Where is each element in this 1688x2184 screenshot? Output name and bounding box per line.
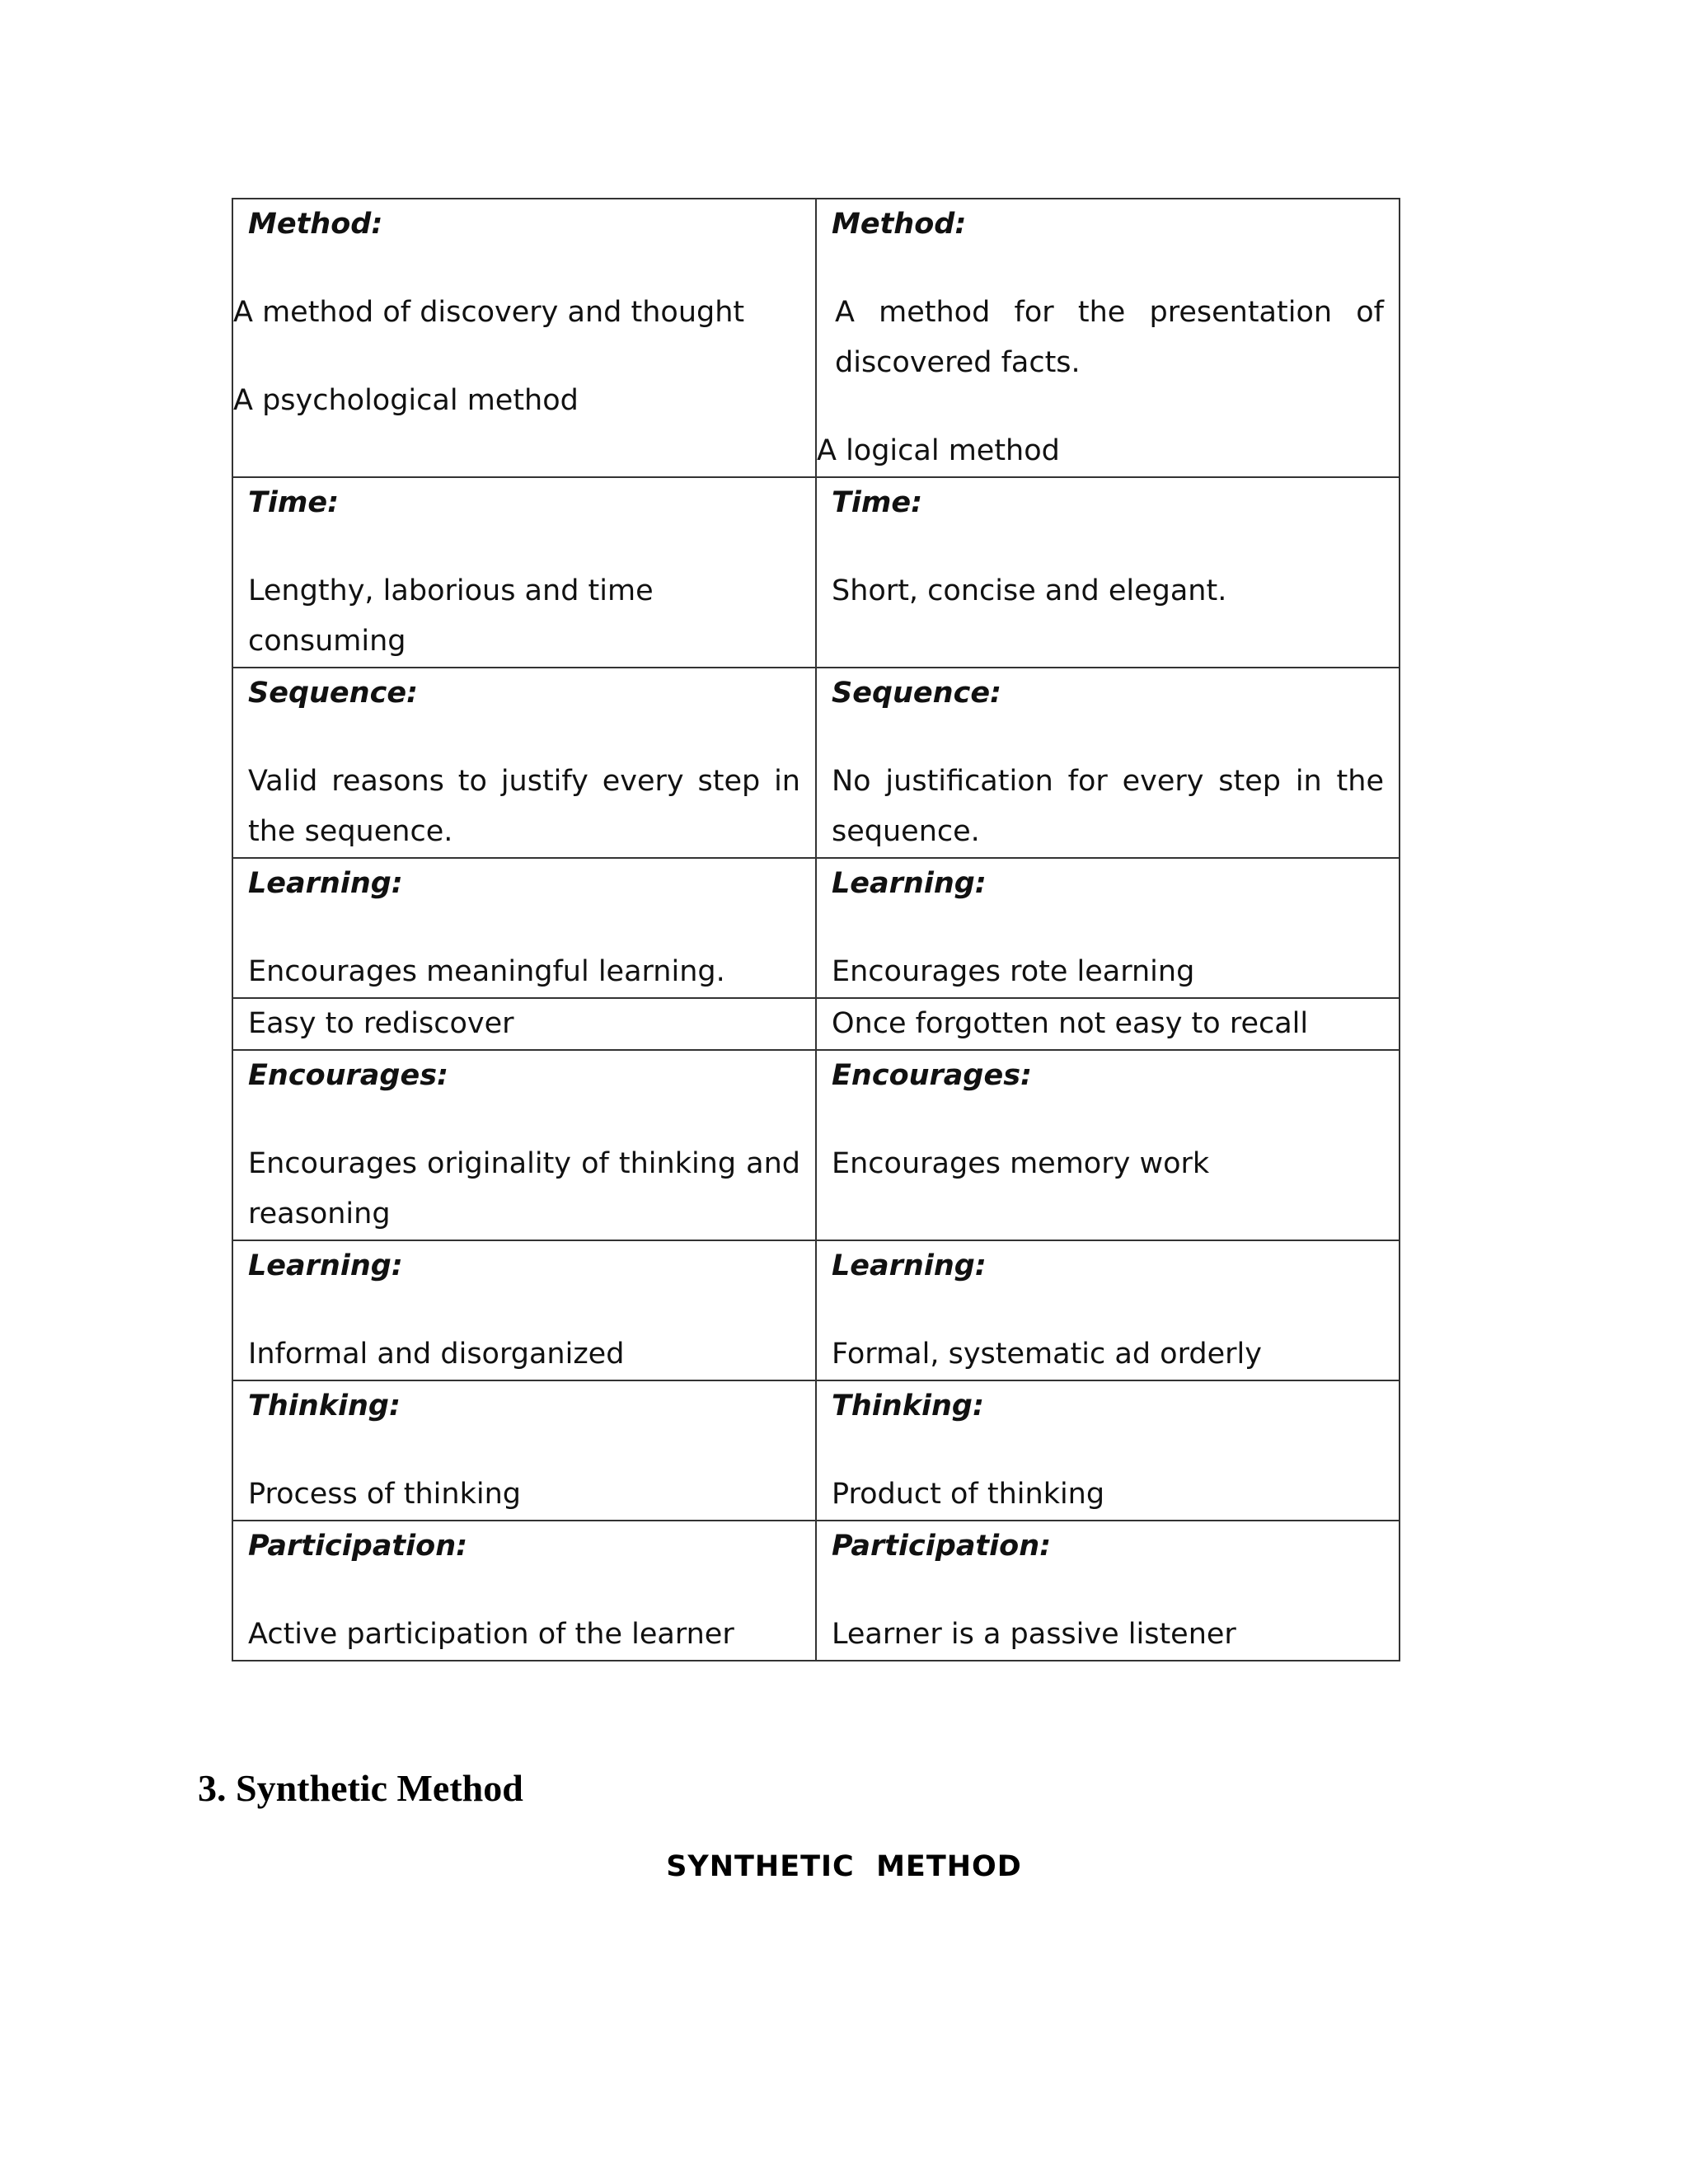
table-cell-left <box>232 1240 816 1380</box>
cell-heading: Time: <box>832 486 923 519</box>
cell-text: Encourages rote learning <box>832 955 1195 988</box>
table-row <box>232 998 1400 1050</box>
cell-heading: Thinking: <box>248 1390 401 1422</box>
cell-text: A method of discovery and thought <box>233 296 745 329</box>
table-cell-left <box>232 1380 816 1521</box>
cell-text: Product of thinking <box>832 1478 1105 1511</box>
table-cell-right <box>816 199 1400 477</box>
table-cell-right <box>816 1240 1400 1380</box>
section-subtitle: SYNTHETIC METHOD <box>666 1850 1022 1883</box>
cell-heading: Encourages: <box>832 1059 1033 1092</box>
cell-heading: Learning: <box>248 1249 403 1282</box>
table-cell-left <box>232 1521 816 1661</box>
table-row <box>232 1050 1400 1240</box>
table-cell-left <box>232 858 816 998</box>
table-row <box>232 1380 1400 1521</box>
cell-heading: Method: <box>248 208 383 241</box>
table-cell-left <box>232 668 816 858</box>
table-cell-left <box>232 1050 816 1240</box>
cell-heading: Sequence: <box>248 677 419 710</box>
cell-text: Formal, systematic ad orderly <box>832 1338 1262 1371</box>
table-cell-left <box>232 998 816 1050</box>
cell-text: Active participation of the learner <box>248 1618 734 1651</box>
cell-text: Easy to rediscover <box>248 1007 514 1040</box>
cell-heading: Learning: <box>832 1249 987 1282</box>
table-row <box>232 1521 1400 1661</box>
cell-text: A logical method <box>817 434 1060 467</box>
table-cell-right <box>816 858 1400 998</box>
cell-text: Lengthy, laborious and time consuming <box>248 574 654 658</box>
table-row <box>232 858 1400 998</box>
cell-text: Short, concise and elegant. <box>832 574 1227 607</box>
table-cell-right <box>816 1050 1400 1240</box>
cell-text: Informal and disorganized <box>248 1338 625 1371</box>
table-cell-right <box>816 1521 1400 1661</box>
cell-text: No justification for every step in the sequence. <box>832 765 1384 848</box>
cell-text: Once forgotten not easy to recall <box>832 1007 1309 1040</box>
cell-heading: Encourages: <box>248 1059 449 1092</box>
cell-heading: Method: <box>832 208 967 241</box>
table-cell-right <box>816 1380 1400 1521</box>
table-cell-right <box>816 477 1400 668</box>
cell-heading: Sequence: <box>832 677 1002 710</box>
table-row <box>232 199 1400 477</box>
cell-text: Encourages memory work <box>832 1147 1210 1180</box>
table-row <box>232 1240 1400 1380</box>
cell-text: Encourages originality of thinking and reasoning <box>248 1147 800 1230</box>
cell-text: A psychological method <box>233 384 579 417</box>
comparison-table <box>232 198 1400 1661</box>
table-cell-left <box>232 477 816 668</box>
cell-text: Encourages meaningful learning. <box>248 955 725 988</box>
cell-heading: Thinking: <box>832 1390 984 1422</box>
table-cell-right <box>816 998 1400 1050</box>
cell-text: Learner is a passive listener <box>832 1618 1236 1651</box>
cell-text: Valid reasons to justify every step in the sequence. <box>248 765 800 848</box>
section-heading: 3. Synthetic Method <box>198 1767 523 1809</box>
table-cell-left <box>232 199 816 477</box>
cell-heading: Time: <box>248 486 340 519</box>
table-row <box>232 668 1400 858</box>
cell-heading: Learning: <box>248 867 403 900</box>
cell-heading: Learning: <box>832 867 987 900</box>
table-cell-right <box>816 668 1400 858</box>
cell-text: A method for the presentation of discovered facts. <box>835 296 1384 379</box>
cell-heading: Participation: <box>248 1530 468 1563</box>
cell-heading: Participation: <box>832 1530 1052 1563</box>
cell-text: Process of thinking <box>248 1478 521 1511</box>
table-row <box>232 477 1400 668</box>
